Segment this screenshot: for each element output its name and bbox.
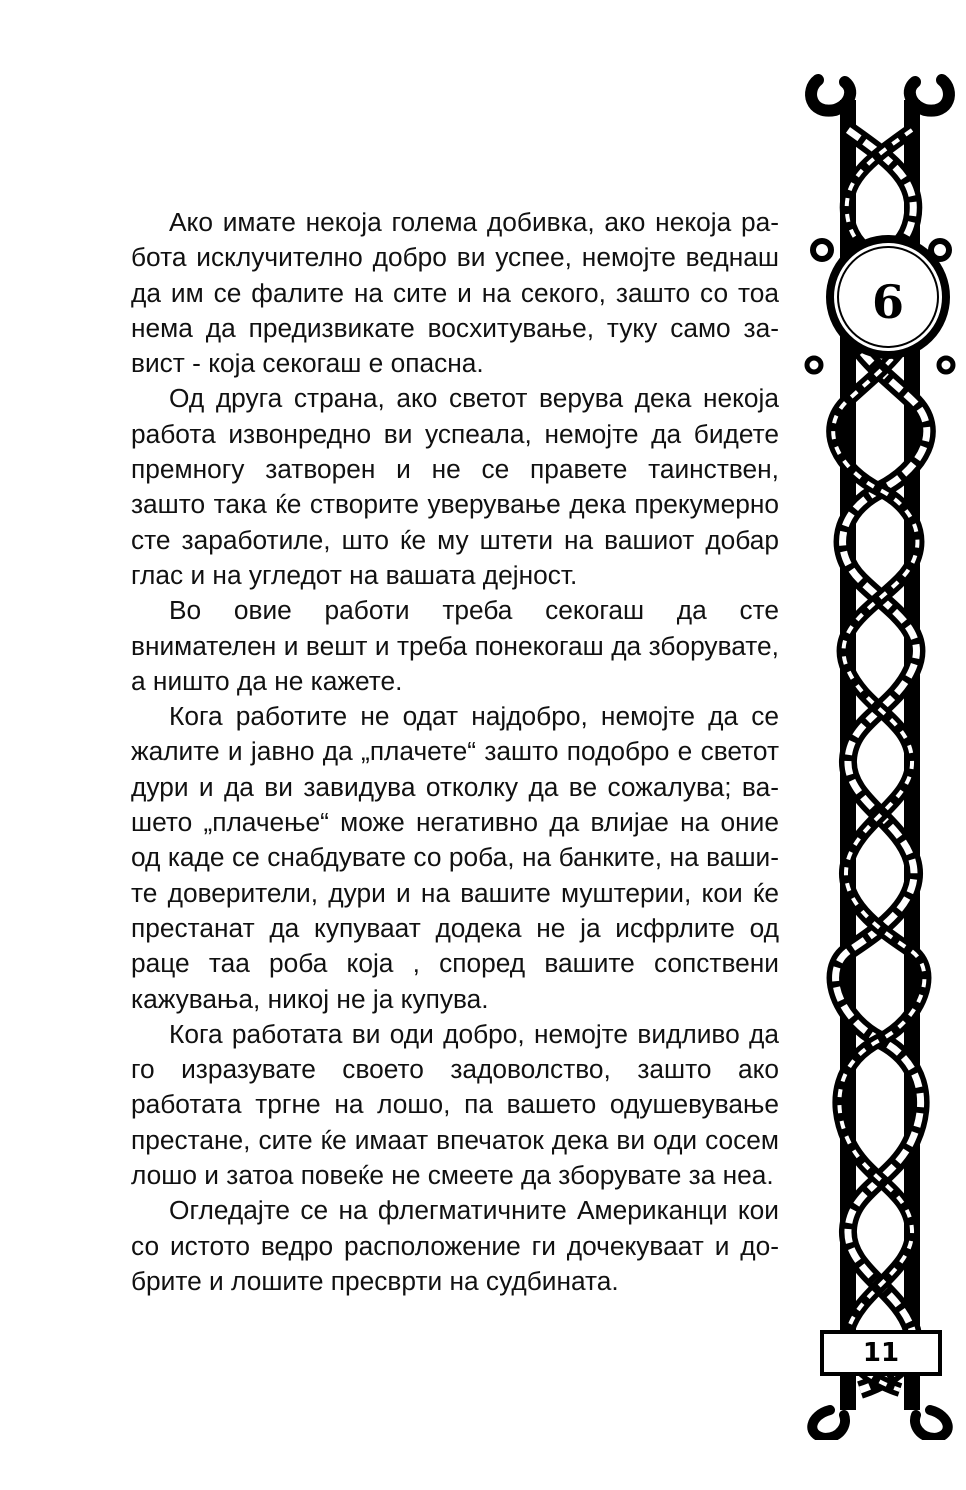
body-text bbox=[131, 205, 779, 1299]
paragraph-5: Кога работата ви оди добро, немојте видливо да го изразувате своето задоволство, зашто ако работата тргне на лошо, па вашето одушевување престане, сите ќе имаат впечаток дека ви оди сосем лошо и затоа повеќе не смеете да зборувате за неа. bbox=[131, 1018, 779, 1191]
paragraph-2: Од друга страна, ако светот верува дека некоја работа извонредно ви успеала, немојте да бидете премногу затворен и не се правете таинствен, зашто така ќе створите уверување дека прекумерно сте заработиле, што ќе му штети на вашиот добар глас и на угледот на вашата дејност. bbox=[131, 383, 779, 590]
page-number: 11 bbox=[820, 1330, 942, 1376]
paragraph-3: Во овие работи треба секогаш да сте внимателен и вешт и треба понекогаш да зборувате, а ништо да не кажете. bbox=[131, 595, 779, 696]
chapter-number: 6 bbox=[871, 275, 904, 329]
paragraph-6: Огледајте се на флегматичните Американци кои со истото ведро расположение ги дочекуваат и добрите и лошите пресврти на судбината. bbox=[131, 1195, 779, 1296]
paragraph-1: Ако имате некоја голема добивка, ако некоја работа исклучително добро ви успее, немојте веднаш да им се фалите на сите и на секого, зашто со тоа нема да предизвикате восхитување, туку само завист - која секогаш е опасна. bbox=[131, 207, 779, 379]
paragraph-4: Кога работите не одат најдобро, немојте да се жалите и јавно да „плачете“ зашто подобро е светот дури и да ви завидува отколку да ве сожалува; вашето „плачење“ може негативно да влијае на оние од каде се снабдувате со роба, на банките, на вашите доверители, дури и на вашите муштерии, кои ќе престанат да купуваат додека не ја исфрлите од раце таа роба која , според вашите сопствени кажувања, никој не ја купува. bbox=[131, 701, 779, 1014]
